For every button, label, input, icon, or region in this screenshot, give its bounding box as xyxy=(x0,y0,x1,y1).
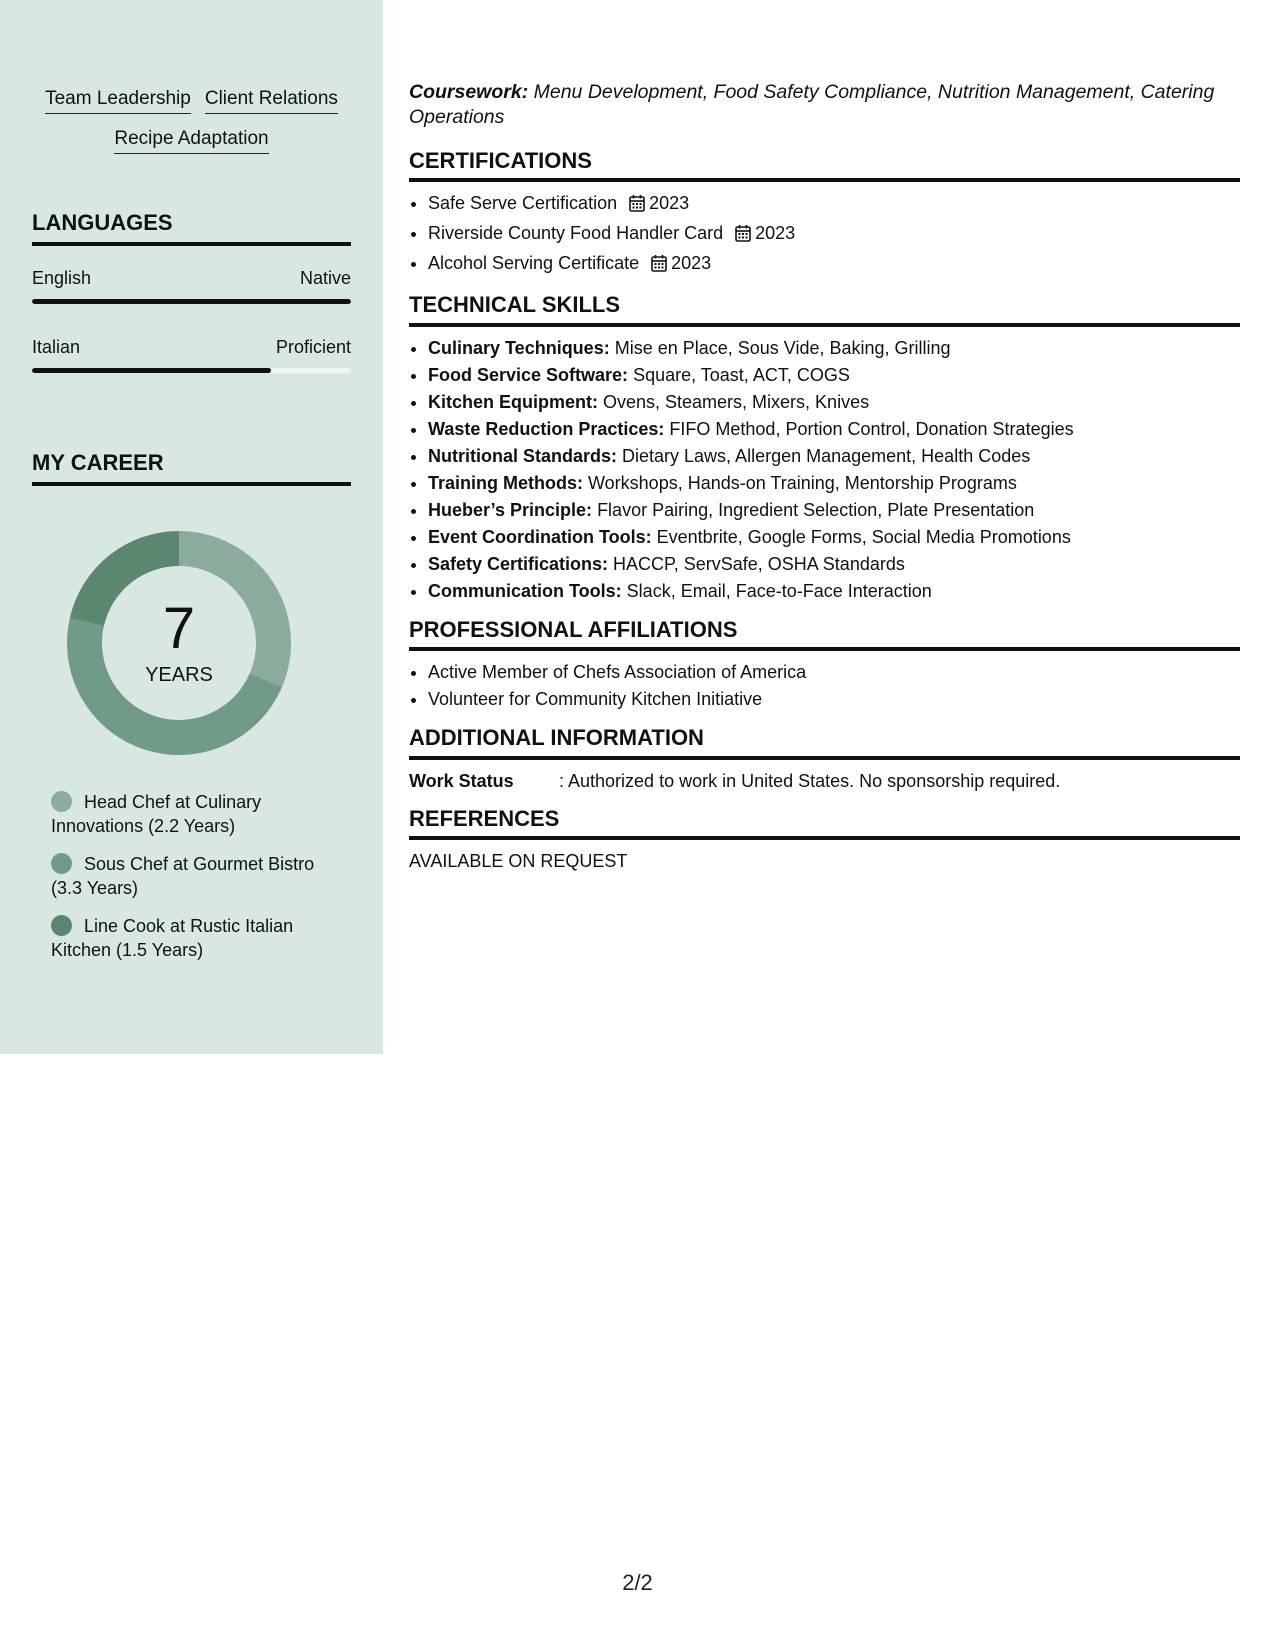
work-status-row xyxy=(409,768,1240,794)
skill-value: HACCP, ServSafe, OSHA Standards xyxy=(608,553,905,574)
skill-item xyxy=(428,362,1240,389)
skill-tag: Recipe Adaptation xyxy=(114,128,268,154)
certifications-heading: CERTIFICATIONS xyxy=(409,148,1240,182)
language-bar-fill xyxy=(32,368,271,373)
legend-dot xyxy=(51,853,72,874)
main-content xyxy=(409,80,1240,874)
career-heading: MY CAREER xyxy=(32,450,351,486)
language-row-italian xyxy=(32,337,351,358)
skill-value: Eventbrite, Google Forms, Social Media Promotions xyxy=(651,526,1071,547)
language-bar-italian xyxy=(32,368,351,373)
skill-item xyxy=(428,578,1240,605)
language-bar-english xyxy=(32,299,351,304)
career-legend-item xyxy=(51,914,341,962)
additional-info-heading: ADDITIONAL INFORMATION xyxy=(409,725,1240,759)
skill-label: Event Coordination Tools: xyxy=(428,526,652,547)
certification-name: Riverside County Food Handler Card xyxy=(428,223,724,244)
language-level: Proficient xyxy=(275,337,351,357)
skill-item xyxy=(428,470,1240,497)
legend-label: Head Chef at Culinary Innovations (2.2 Years) xyxy=(51,792,262,836)
certification-year: 2023 xyxy=(649,193,690,214)
technical-skills-heading: TECHNICAL SKILLS xyxy=(409,292,1240,326)
calendar-icon xyxy=(629,193,645,220)
career-total-unit: YEARS xyxy=(145,664,213,686)
affiliation-item: • Active Member of Chefs Association of America xyxy=(428,659,1240,686)
skill-label: Safety Certifications: xyxy=(428,553,609,574)
legend-dot xyxy=(51,791,72,812)
calendar-icon xyxy=(651,253,667,280)
work-status-value: : Authorized to work in United States. No sponsorship required. xyxy=(559,770,1061,791)
skill-value: Mise en Place, Sous Vide, Baking, Grilling xyxy=(609,337,951,358)
skill-tag: Team Leadership xyxy=(45,88,191,114)
language-name: Italian xyxy=(32,337,81,357)
skill-value: FIFO Method, Portion Control, Donation Strategies xyxy=(664,418,1074,439)
skill-value: Ovens, Steamers, Mixers, Knives xyxy=(598,391,870,412)
legend-label: Sous Chef at Gourmet Bistro (3.3 Years) xyxy=(51,854,315,898)
skill-label: Hueber’s Principle: xyxy=(428,499,593,520)
skill-item xyxy=(428,497,1240,524)
skills-tags xyxy=(24,88,359,168)
technical-skills-list xyxy=(409,335,1240,605)
skill-value: Slack, Email, Face-to-Face Interaction xyxy=(621,580,932,601)
skill-item xyxy=(428,443,1240,470)
work-status-label: Work Status xyxy=(409,770,514,791)
skill-item xyxy=(428,416,1240,443)
languages-heading: LANGUAGES xyxy=(32,210,351,246)
legend-label: Line Cook at Rustic Italian Kitchen (1.5 Years) xyxy=(51,916,294,960)
career-total-number: 7 xyxy=(162,596,196,661)
certification-year: 2023 xyxy=(755,223,796,244)
certification-name: Safe Serve Certification xyxy=(428,193,618,214)
skill-label: Food Service Software: xyxy=(428,364,629,385)
certification-name: Alcohol Serving Certificate xyxy=(428,253,640,274)
affiliations-list xyxy=(409,659,1240,713)
calendar-icon xyxy=(735,223,751,250)
references-text: AVAILABLE ON REQUEST xyxy=(409,850,628,871)
skill-label: Communication Tools: xyxy=(428,580,622,601)
skill-label: Nutritional Standards: xyxy=(428,445,618,466)
skill-value: Dietary Laws, Allergen Management, Health Codes xyxy=(617,445,1031,466)
references-heading: REFERENCES xyxy=(409,806,1240,840)
career-legend-item xyxy=(51,790,341,838)
page-number: 2/2 xyxy=(622,1570,653,1595)
skill-tag: Client Relations xyxy=(205,88,338,114)
skill-value: Square, Toast, ACT, COGS xyxy=(628,364,850,385)
language-row-english xyxy=(32,268,351,289)
certification-item xyxy=(428,250,1240,280)
skill-label: Culinary Techniques: xyxy=(428,337,610,358)
affiliations-heading: PROFESSIONAL AFFILIATIONS xyxy=(409,617,1240,651)
certifications-list xyxy=(409,190,1240,280)
career-total xyxy=(66,596,292,687)
language-level: Native xyxy=(299,268,351,288)
skill-value: Workshops, Hands-on Training, Mentorship Programs xyxy=(583,472,1017,493)
skill-label: Kitchen Equipment: xyxy=(428,391,598,412)
affiliation-item: • Volunteer for Community Kitchen Initiative xyxy=(428,686,1240,713)
skill-label: Waste Reduction Practices: xyxy=(428,418,665,439)
career-legend-item xyxy=(51,852,341,900)
skill-label: Training Methods: xyxy=(428,472,583,493)
skill-item xyxy=(428,551,1240,578)
coursework xyxy=(409,80,1240,130)
skill-item xyxy=(428,524,1240,551)
certification-item xyxy=(428,220,1240,250)
skill-item xyxy=(428,389,1240,416)
skill-item xyxy=(428,335,1240,362)
legend-dot xyxy=(51,915,72,936)
coursework-text: Menu Development, Food Safety Compliance, Nutrition Management, Catering Operations xyxy=(409,81,1215,128)
certification-item xyxy=(428,190,1240,220)
certification-year: 2023 xyxy=(671,253,712,274)
language-bar-fill xyxy=(32,299,351,304)
skill-value: Flavor Pairing, Ingredient Selection, Plate Presentation xyxy=(592,499,1035,520)
sidebar xyxy=(0,0,383,1054)
career-legend xyxy=(51,790,341,976)
language-name: English xyxy=(32,268,92,288)
coursework-label: Coursework: xyxy=(409,81,529,103)
